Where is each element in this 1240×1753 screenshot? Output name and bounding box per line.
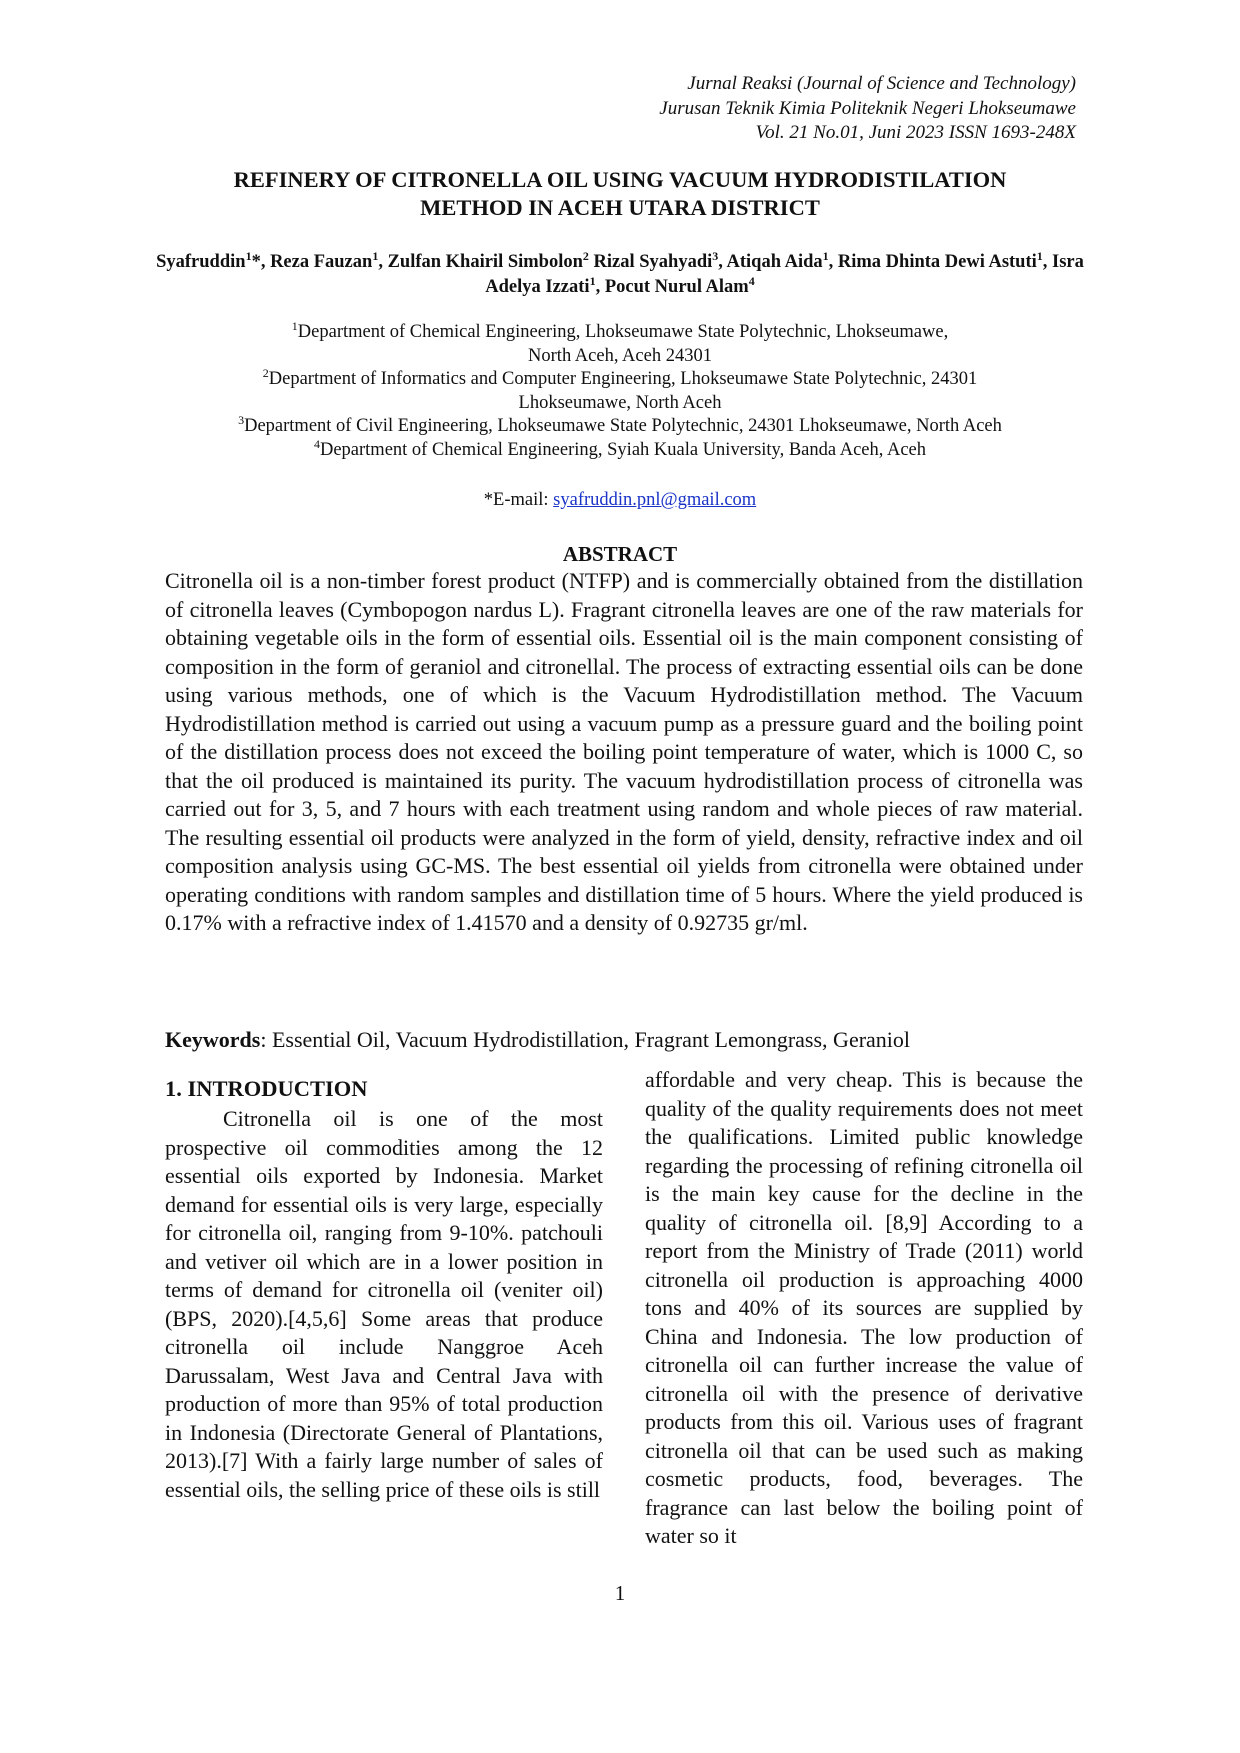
right-column [645, 1066, 1083, 1551]
paper-title [150, 166, 1090, 222]
author [726, 248, 838, 272]
author [837, 248, 1053, 272]
affiliation-number: 2 [262, 365, 269, 380]
keywords-label: Keywords [165, 1027, 261, 1052]
author-affiliation-mark: 4 [748, 273, 755, 288]
introduction-paragraph-right: affordable and very cheap. This is because the quality of the quality requirements does not meet the qualifications. Limited public knowledge regarding the processing of refining citronella oil is the main key cause for the decline in the quality of citronella oil. [8,9] According to a report from the Ministry of Trade (2011) world citronella oil production is approaching 4000 tons and 40% of its sources are supplied by China and Indonesia. The low production of citronella oil can further increase the value of citronella oil with the presence of derivative products from this oil. Various uses of fragrant citronella oil that can be used such as making cosmetic products, food, beverages. The fragrance can last below the boiling point of water so it [645, 1067, 1083, 1548]
author [156, 248, 271, 272]
author [387, 248, 594, 272]
author-affiliation-mark: 3 [712, 248, 719, 263]
author-affiliation-mark: 1 [1036, 248, 1043, 263]
affiliation-text-continued: North Aceh, Aceh 24301 [528, 345, 712, 366]
author-separator: , [595, 277, 605, 297]
author-separator: *, [251, 252, 271, 272]
author-affiliation-mark: 2 [582, 248, 589, 263]
affiliation [150, 412, 1090, 439]
abstract-text: Citronella oil is a non-timber forest product (NTFP) and is commercially obtained from the distillation of citronella leaves (Cymbopogon nardus L). Fragrant citronella leaves are one of the raw materials for obtaining vegetable oils in the form of essential oils. Essential oil is the main component consisting of composition in the form of geraniol and citronellal. The process of extracting essential oils can be done using various methods, one of which is the Vacuum Hydrodistillation method. The Vacuum Hydrodistillation method is carried out using a vacuum pump as a pressure guard and the boiling point of the distillation process does not exceed the boiling point temperature of water, which is 1000 C, so that the oil produced is maintained its purity. The vacuum hydrodistillation process of citronella was carried out for 3, 5, and 7 hours with each treatment using random and whole pieces of raw material. The resulting essential oil products were analyzed in the form of yield, density, refractive index and oil composition analysis using GC-MS. The best essential oil yields from citronella were obtained under operating conditions with random samples and distillation time of 5 hours. Where the yield produced is 0.17% with a refractive index of 1.41570 and a density of 0.92735 gr/ml. [165, 568, 1083, 935]
journal-volume: Vol. 21 No.01, Juni 2023 ISSN 1693-248X [755, 122, 1076, 143]
author-affiliation-mark: 1 [245, 248, 252, 263]
paper-title-line-2: METHOD IN ACEH UTARA DISTRICT [420, 195, 820, 220]
author [593, 248, 727, 272]
affiliation [150, 365, 1090, 415]
journal-header [659, 72, 1076, 146]
author-name: Zulfan Khairil Simbolon [387, 252, 583, 272]
affiliation-text-continued: Lhokseumawe, North Aceh [518, 392, 722, 413]
affiliation-text: Department of Informatics and Computer Engineering, Lhokseumawe State Polytechnic, 24301 [268, 369, 978, 389]
email-link[interactable]: syafruddin.pnl@gmail.com [553, 490, 757, 510]
author-name: Rizal Syahyadi [593, 252, 713, 272]
page-number: 1 [614, 1581, 626, 1605]
author-name: Reza Fauzan [270, 252, 373, 272]
author-affiliation-mark: 1 [372, 248, 379, 263]
affiliation-text: Department of Chemical Engineering, Syiah Kuala University, Banda Aceh, Aceh [319, 439, 927, 460]
abstract-heading: ABSTRACT [562, 542, 678, 566]
affiliation-text: Department of Chemical Engineering, Lhokseumawe State Polytechnic, Lhokseumawe, [297, 322, 949, 342]
author-name: Rima Dhinta Dewi Astuti [837, 252, 1037, 272]
affiliation-number: 3 [238, 412, 245, 427]
author-name: Isra Adelya Izzati [485, 252, 1084, 297]
affiliation [150, 318, 1090, 368]
author-separator: , [1042, 252, 1053, 272]
author-name: Pocut Nurul Alam [604, 277, 749, 297]
affiliation-number: 1 [291, 318, 298, 333]
introduction-paragraph-left: Citronella oil is one of the most prospective oil commodities among the 12 essential oils exported by Indonesia. Market demand for essential oils is very large, especially for citronella oil, ranging from 9-10%. patchouli and vetiver oil which are in a lower position in terms of demand for citronella oil (veniter oil) (BPS, 2020).[4,5,6] Some areas that produce citronella oil include Nanggroe Aceh Darussalam, West Java and Central Java with production of more than 95% of total production in Indonesia (Directorate General of Plantations, 2013).[7] With a fairly large number of sales of essential oils, the selling price of these oils is still [165, 1106, 603, 1502]
journal-department: Jurusan Teknik Kimia Politeknik Negeri Lhokseumawe [659, 97, 1076, 119]
journal-name: Jurnal Reaksi (Journal of Science and Technology) [687, 73, 1076, 94]
author-name: Syafruddin [156, 252, 246, 272]
author-separator: , [828, 252, 838, 272]
author [604, 273, 755, 297]
section-heading-introduction: 1. INTRODUCTION [165, 1076, 368, 1101]
correspondence-email [150, 488, 1090, 512]
affiliation-list [150, 318, 1090, 462]
author-separator: , [718, 252, 727, 272]
affiliation [150, 436, 1090, 463]
keywords-text: : Essential Oil, Vacuum Hydrodistillation, Fragrant Lemongrass, Geraniol [260, 1027, 911, 1052]
email-label: *E-mail: [483, 490, 554, 510]
affiliation-number: 4 [313, 436, 320, 451]
author-name: Atiqah Aida [726, 252, 823, 272]
author-affiliation-mark: 1 [589, 273, 596, 288]
author-separator: , [378, 252, 388, 272]
keywords [165, 1026, 1083, 1054]
author [270, 248, 388, 272]
paper-title-line-1: REFINERY OF CITRONELLA OIL USING VACUUM HYDRODISTILATION [233, 167, 1007, 192]
author-affiliation-mark: 1 [822, 248, 829, 263]
left-column [165, 1075, 603, 1504]
author-list [150, 250, 1090, 300]
affiliation-text: Department of Civil Engineering, Lhokseumawe State Polytechnic, 24301 Lhokseumawe, North Aceh [244, 416, 1002, 436]
